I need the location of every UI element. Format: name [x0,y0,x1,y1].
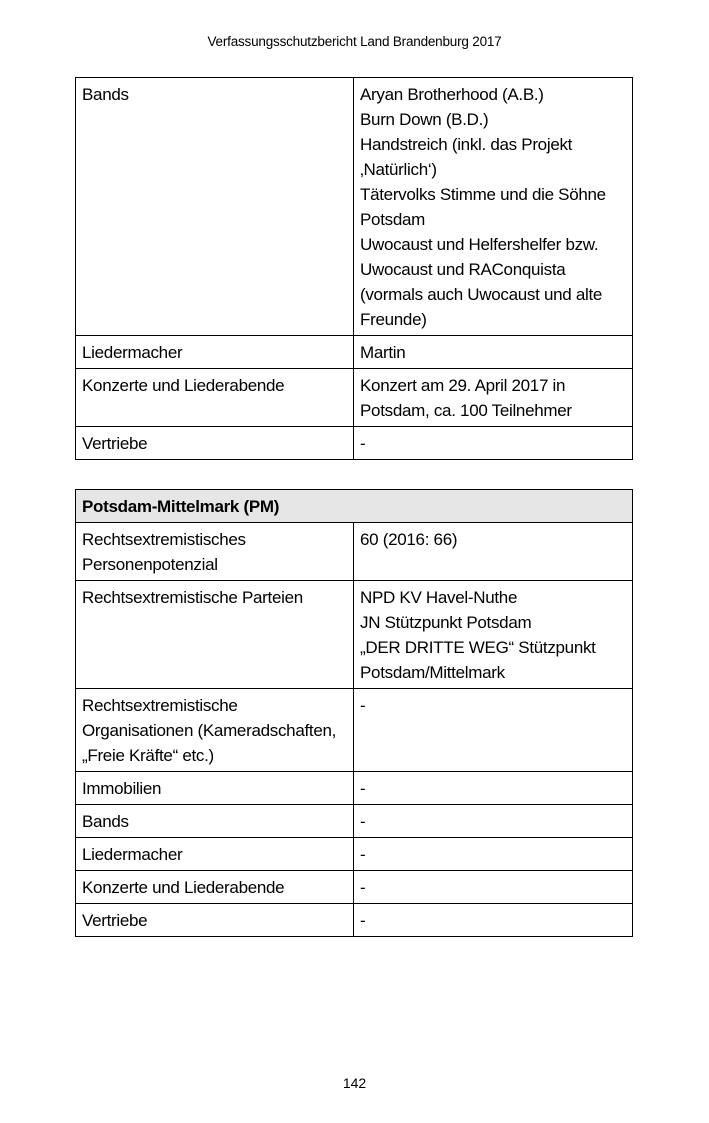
value-line: - [360,911,366,930]
value-line: (vormals auch Uwocaust und alte [360,285,603,304]
value-line: Handstreich (inkl. das Projekt [360,135,573,154]
table-row-liedermacher [76,838,633,871]
row-value [354,904,633,937]
table-row-bands [76,805,633,838]
label-line: „Freie Kräfte“ etc.) [82,746,214,765]
value-line: Potsdam, ca. 100 Teilnehmer [360,401,572,420]
value-line: Konzert am 29. April 2017 in [360,376,566,395]
page-number: 142 [342,1075,367,1091]
label-line: Vertriebe [82,911,148,930]
continued-region-table [75,77,633,460]
value-line: Martin [360,343,406,362]
table-row-vertriebe [76,427,633,460]
value-line: Freunde) [360,310,427,329]
row-label [76,581,354,689]
row-value [354,78,633,336]
label-line: Rechtsextremistisches [82,530,246,549]
row-label: Bands [76,78,354,336]
row-value [354,369,633,427]
value-line: ‚Natürlich‘) [360,160,437,179]
value-line: - [360,779,366,798]
value-line: Tätervolks Stimme und die Söhne [360,185,606,204]
row-value [354,336,633,369]
row-value [354,427,633,460]
table-row-organisationen [76,689,633,772]
table-row-bands [76,78,633,336]
value-line: Uwocaust und Helfershelfer bzw. [360,235,599,254]
table-row-konzerte [76,871,633,904]
table-row-vertriebe [76,904,633,937]
label-line: Personenpotenzial [82,555,218,574]
value-line: Potsdam/Mittelmark [360,663,505,682]
value-line: - [360,878,366,897]
label-line: Liedermacher [82,845,183,864]
table-row-liedermacher [76,336,633,369]
section-title: Potsdam-Mittelmark (PM) [76,490,633,523]
row-value [354,838,633,871]
label-line: Rechtsextremistische Parteien [82,588,303,607]
value-line: „DER DRITTE WEG“ Stützpunkt [360,638,596,657]
row-label [76,838,354,871]
table-row-parteien [76,581,633,689]
row-label [76,871,354,904]
row-value [354,772,633,805]
value-line: Burn Down (B.D.) [360,110,489,129]
label-line: Organisationen (Kameradschaften, [82,721,337,740]
row-value [354,523,633,581]
value-line: - [360,434,366,453]
row-label [76,772,354,805]
row-label: Vertriebe [76,427,354,460]
label-line: Bands [82,812,129,831]
value-line: 60 (2016: 66) [360,530,458,549]
row-value [354,805,633,838]
label-line: Immobilien [82,779,162,798]
value-line: Potsdam [360,210,425,229]
row-value [354,871,633,904]
value-line: Aryan Brotherhood (A.B.) [360,85,544,104]
row-value [354,689,633,772]
row-label: Liedermacher [76,336,354,369]
table-row-konzerte [76,369,633,427]
row-label [76,523,354,581]
label-line: Rechtsextremistische [82,696,238,715]
table-row-personenpotenzial [76,523,633,581]
value-line: NPD KV Havel-Nuthe [360,588,518,607]
value-line: Uwocaust und RAConquista [360,260,566,279]
potsdam-mittelmark-table [75,489,633,937]
label-line: Konzerte und Liederabende [82,878,285,897]
row-label [76,805,354,838]
value-line: - [360,845,366,864]
row-label [76,904,354,937]
running-header: Verfassungsschutzbericht Land Brandenburg 2017 [207,34,502,49]
value-line: - [360,696,366,715]
row-label: Konzerte und Liederabende [76,369,354,427]
value-line: JN Stützpunkt Potsdam [360,613,532,632]
table-section-header [76,490,633,523]
row-label [76,689,354,772]
value-line: - [360,812,366,831]
table-row-immobilien [76,772,633,805]
row-value [354,581,633,689]
